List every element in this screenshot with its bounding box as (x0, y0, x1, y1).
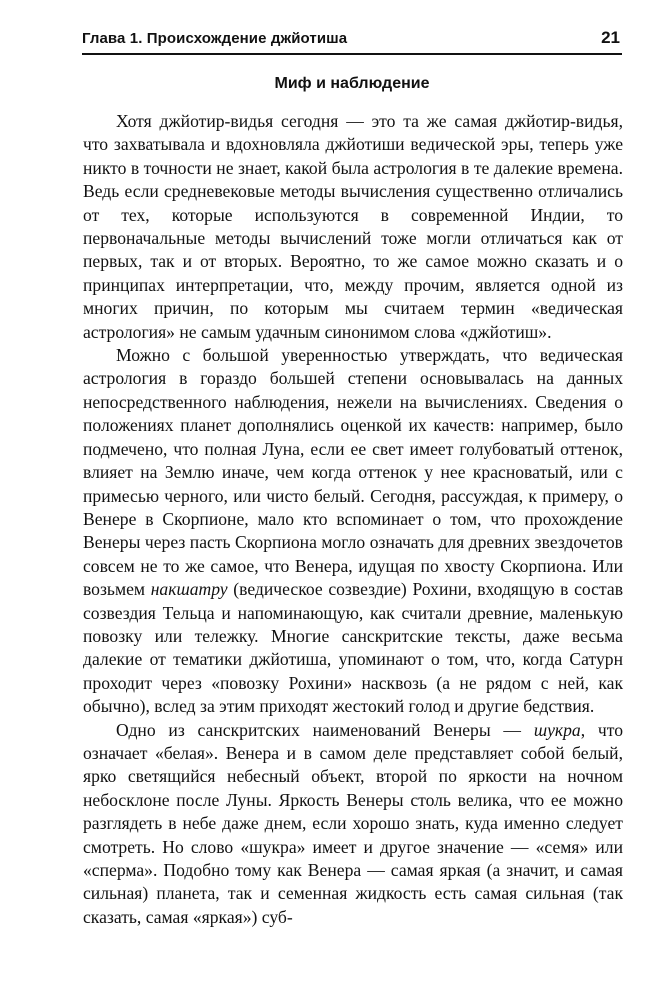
paragraph-text: (ведическое созвездие) Рохини, входящую в состав созвездия Тельца и напоминающую, как считали древние, маленькую повозку или тележку. Многие санскритские тексты, даже весьма далекие от тематики джйотиша, упоминают о том, что, когда Сатурн проходит через «повозку Рохини» насквозь (а не рядом с ней, как обычно), вслед за этим приходят жестокий голод и другие бедствия. (83, 579, 624, 717)
paragraph-text: Хотя джйотир-видья сегодня — это та же самая джйотир-видья, что захватывала и вдохновляла джйотиши ведической эры, теперь уже никто в точности не знает, какой была астрология в те далекие времена. Ведь если средневековые методы вычисления существенно отличались от тех, которые используются в современной Индии, то первоначальные методы вычислений тоже могли отличаться как от первых, так и от вторых. Вероятно, то же самое можно сказать и о принципах интерпретации, что, между прочим, является одной из многих причин, по которым мы считаем термин «ведическая астрология» не самым удачным синонимом слова «джйотиш». (83, 111, 623, 342)
section-heading: Миф и наблюдение (274, 75, 430, 92)
paragraph-3 (83, 719, 623, 930)
body-text (83, 110, 623, 929)
running-header (82, 27, 622, 55)
paragraph-text: Одно из санскритских наименований Венеры — (116, 719, 534, 740)
paragraph-2 (83, 344, 623, 719)
paragraph-text: Можно с большой уверенностью утверждать, что ведическая астрология в гораздо большей степени основывалась на данных непосредственного наблюдения, нежели на вычислениях. Сведения о положениях планет дополнялись оценкой их качеств: например, было подмечено, что полная Луна, если ее свет имеет голубоватый оттенок, влияет на Землю иначе, чем когда оттенок у нее красноватый, или с примесью черного, или чисто белый. Сегодня, рассуждая, к примеру, о Венере в Скорпионе, мало кто вспоминает о том, что прохождение Венеры через пасть Скорпиона могло означать для древних звездочетов совсем не то же самое, что Венера, идущая по хвосту Скорпиона. Или возьмем (83, 345, 623, 600)
page-number: 21 (601, 28, 620, 47)
paragraph-1 (83, 110, 623, 344)
term-nakshatra: накшатру (150, 579, 228, 600)
term-shukra: шукра (533, 719, 581, 740)
chapter-title: Глава 1. Происхождение джйотиша (82, 30, 348, 47)
paragraph-text: , что означает «белая». Венера и в самом деле представляет собой белый, ярко светящийся небесный объект, второй по яркости на ночном небосклоне после Луны. Яркость Венеры столь велика, что ее можно разглядеть в небе даже днем, если хорошо знать, куда именно следует смотреть. Но слово «шукра» имеет и другое значение — «семя» или «сперма». Подобно тому как Венера — самая яркая (а значит, и самая сильная) планета, так и семенная жидкость есть самая сильная (так сказать, самая «яркая») суб- (83, 719, 624, 927)
